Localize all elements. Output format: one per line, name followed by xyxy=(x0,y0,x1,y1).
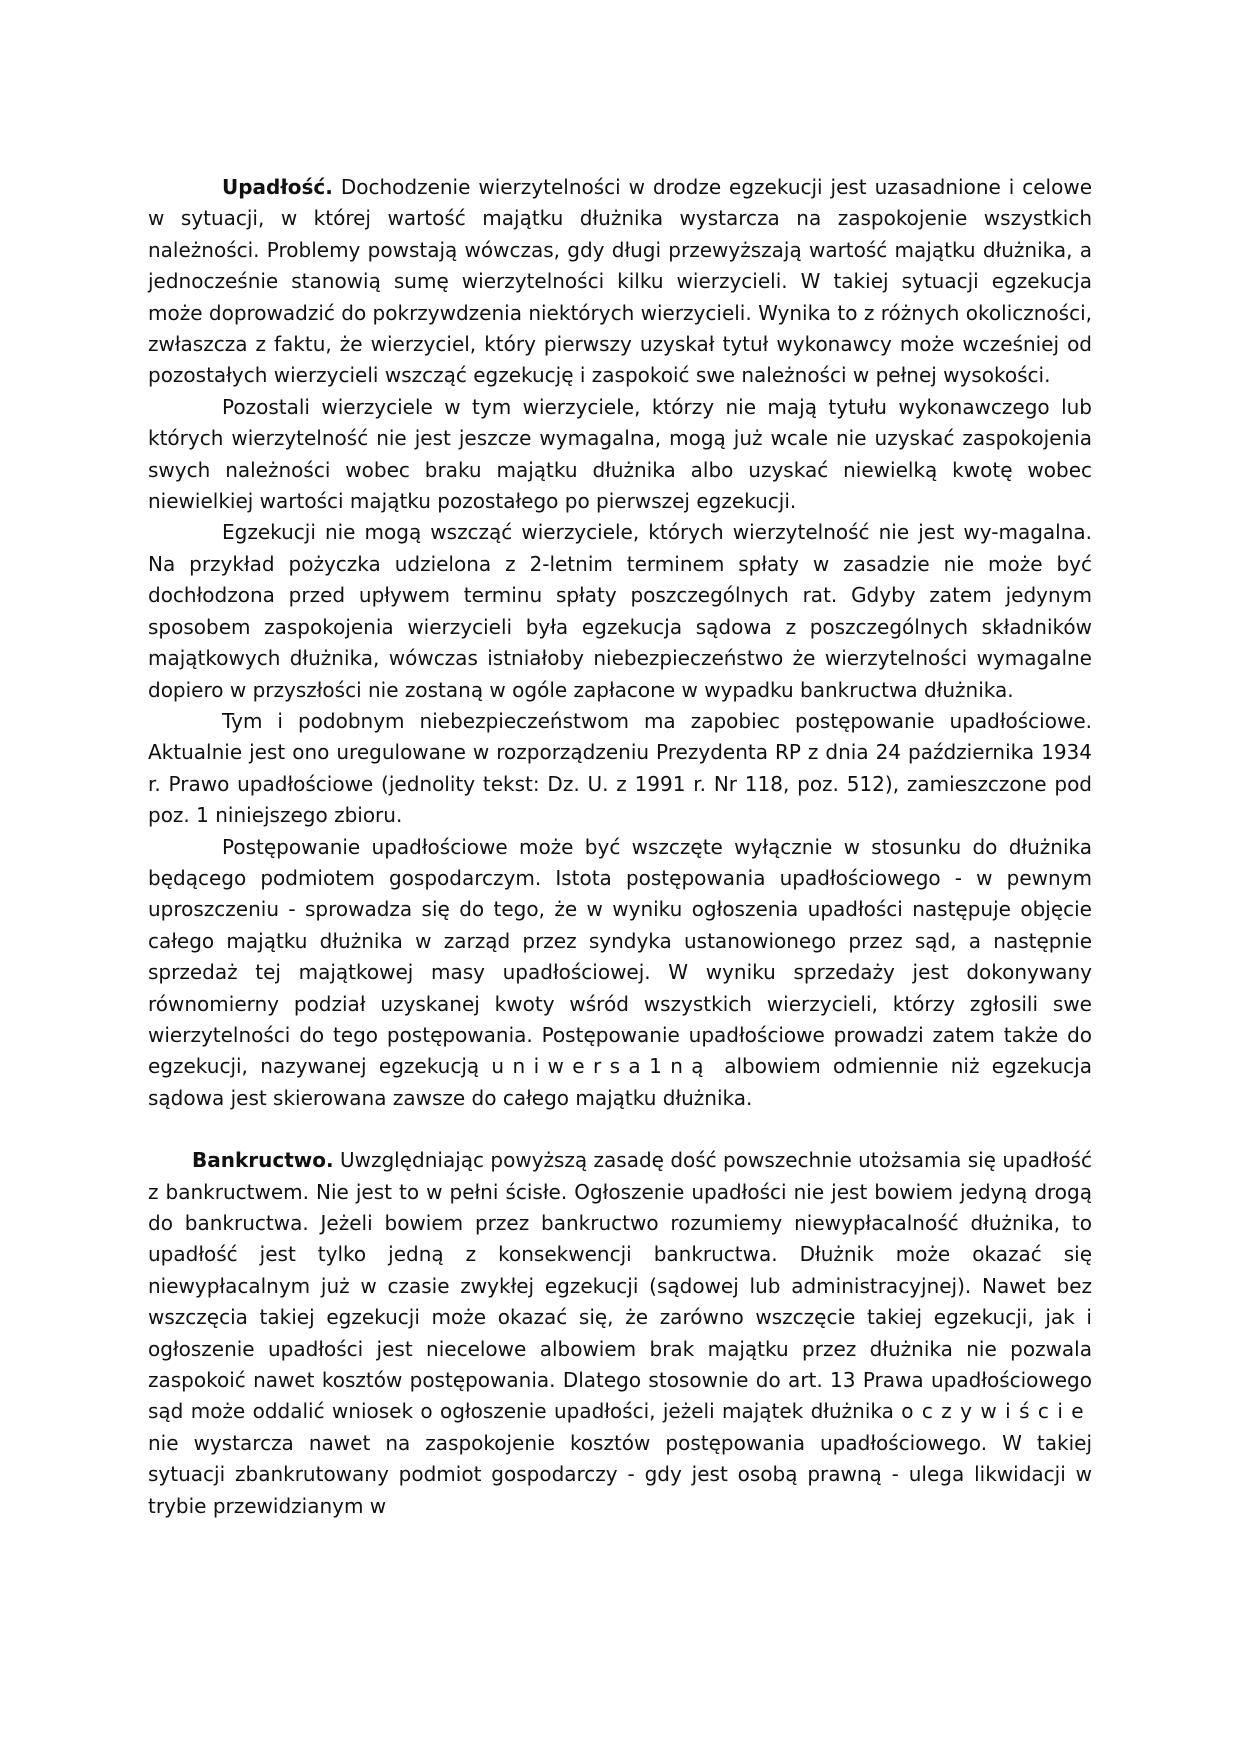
paragraph xyxy=(148,706,1092,832)
paragraph-text: Tym i podobnym niebezpieczeństwom ma zapobiec postępowanie upadłościowe. Aktualnie jest ono uregulowane w rozporządzeniu Prezydenta RP z dnia 24 października 1934 r. Prawo upadłościowe (jednolity tekst: Dz. U. z 1991 r. Nr 118, poz. 512), zamieszczone pod poz. 1 niniejszego zbioru. xyxy=(148,708,1092,828)
paragraph-text: Dochodzenie wierzytelności w drodze egzekucji jest uzasadnione i celowe w sytuacji, w której wartość majątku dłużnika wystarcza na zaspokojenie wszystkich należności. Problemy powstają wówczas, gdy długi przewyższają wartość majątku dłużnika, a jednocześnie stanowią sumę wierzytelności kilku wierzycieli. W takiej sytuacji egzekucja może doprowadzić do pokrzywdzenia niektórych wierzycieli. Wynika to z różnych okoliczności, zwłaszcza z faktu, że wierzyciel, który pierwszy uzyskał tytuł wykonawcy może wcześniej od pozostałych wierzycieli wszcząć egzekucję i zaspokoić swe należności w pełnej wysokości. xyxy=(148,175,1092,388)
section-heading-bankructwo: Bankructwo. xyxy=(192,1148,334,1173)
paragraph-text: Postępowanie upadłościowe może być wszczęte wyłącznie w stosunku do dłużnika będącego podmiotem gospodarczym. Istota postępowania upadłościowego - w pewnym uproszczeniu - sprowadza się do tego, że w wyniku ogłoszenia upadłości następuje objęcie całego majątku dłużnika w zarząd przez syndyka ustanowionego przez sąd, a następnie sprzedaż tej majątkowej masy upadłościowej. W wyniku sprzedaży jest dokonywany równomierny podział uzyskanej kwoty wśród wszystkich wierzycieli, którzy zgłosili swe wierzytelności do tego postępowania. Postępowanie upadłościowe prowadzi zatem także do egzekucji, nazywanej egzekucją xyxy=(148,834,1092,1079)
emphasized-term: uniwersa1ną xyxy=(491,1054,712,1079)
paragraph-text: Egzekucji nie mogą wszcząć wierzyciele, których wierzytelność nie jest wy-magalna. Na przykład pożyczka udzielona z 2-letnim terminem spłaty w zasadzie nie może być dochłodzona przed upływem terminu spłaty poszczególnych rat. Gdyby zatem jedynym sposobem zaspokojenia wierzycieli była egzekucja sądowa z poszczególnych składników majątkowych dłużnika, wówczas istniałoby niebezpieczeństwo że wierzytelności wymagalne dopiero w przyszłości nie zostaną w ogóle zapłacone w wypadku bankructwa dłużnika. xyxy=(148,520,1092,702)
section-heading-upadlosc: Upadłość. xyxy=(222,175,333,199)
paragraph-text: nie wystarcza nawet na zaspokojenie kosztów postępowania upadłościowego. W takiej sytuacji zbankrutowany podmiot gospodarczy - gdy jest osobą prawną - ulega likwidacji w trybie przewidzianym w xyxy=(148,1430,1092,1518)
paragraph xyxy=(148,172,1092,392)
paragraph xyxy=(148,1145,1092,1522)
section-spacer xyxy=(148,1114,1092,1145)
emphasized-term: oczywiście xyxy=(901,1399,1092,1424)
paragraph-text: albowiem odmiennie niż egzekucja sądowa jest skierowana zawsze do całego majątku dłużnika. xyxy=(148,1054,1092,1110)
paragraph xyxy=(148,392,1092,518)
paragraph-text: Pozostali wierzyciele w tym wierzyciele, którzy nie mają tytułu wykonawczego lub których wierzytelność nie jest jeszcze wymagalna, mogą już wcale nie uzyskać zaspokojenia swych należności wobec braku majątku dłużnika albo uzyskać niewielką kwotę wobec niewielkiej wartości majątku pozostałego po pierwszej egzekucji. xyxy=(148,394,1092,514)
paragraph xyxy=(148,832,1092,1115)
paragraph-text: Uwzględniając powyższą zasadę dość powszechnie utożsamia się upadłość z bankructwem. Nie jest to w pełni ścisłe. Ogłoszenie upadłości nie jest bowiem jedyną drogą do bankructwa. Jeżeli bowiem przez bankructwo rozumiemy niewypłacalność dłużnika, to upadłość jest tylko jedną z konsekwencji bankructwa. Dłużnik może okazać się niewypłacalnym już w czasie zwykłej egzekucji (sądowej lub administracyjnej). Nawet bez wszczęcia takiej egzekucji może okazać się, że zarówno wszczęcie takiej egzekucji, jak i ogłoszenie upadłości jest niecelowe albowiem brak majątku przez dłużnika nie pozwala zaspokoić nawet kosztów postępowania. Dlatego stosownie do art. 13 Prawa upadłościowego sąd może oddalić wniosek o ogłoszenie upadłości, jeżeli majątek dłużnika xyxy=(148,1148,1092,1424)
document-page xyxy=(148,172,1092,1522)
paragraph xyxy=(148,517,1092,705)
